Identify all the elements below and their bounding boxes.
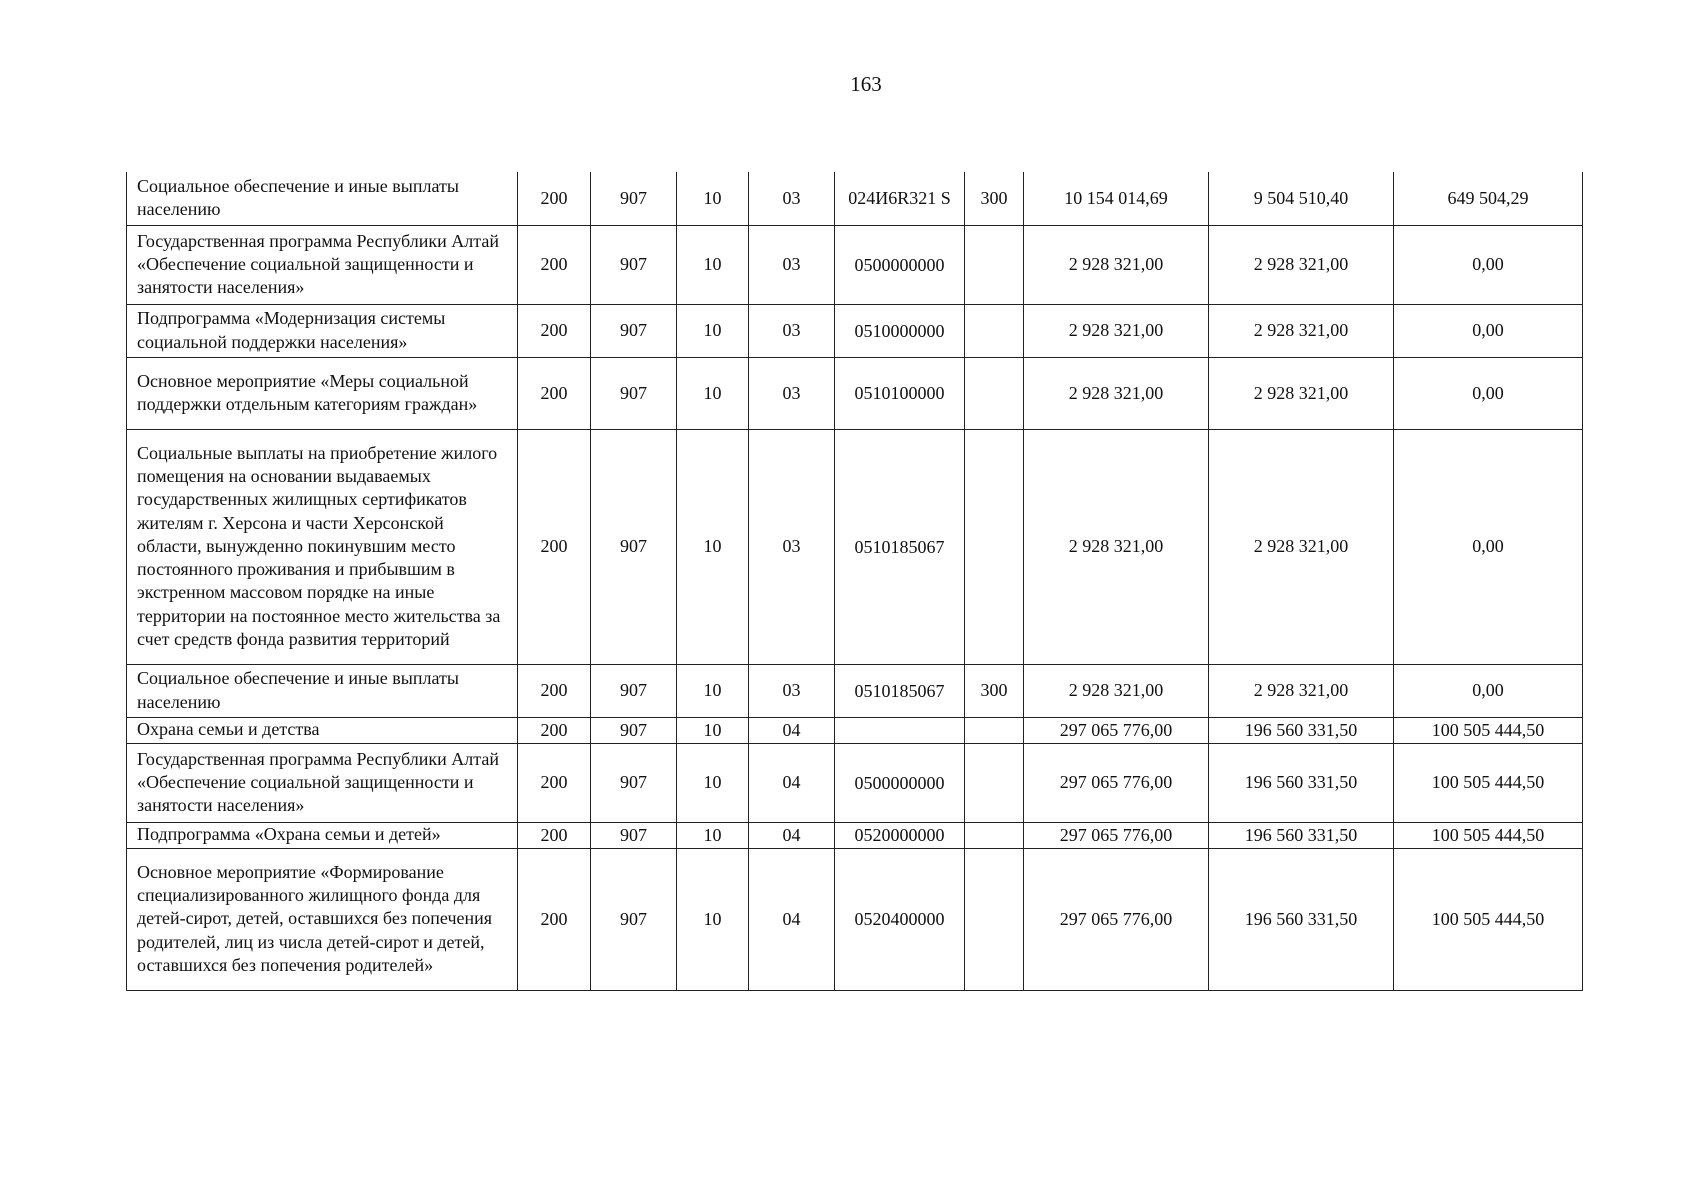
subsection-code: 03: [749, 225, 835, 304]
amount-3: 0,00: [1394, 225, 1583, 304]
page-number: 163: [850, 72, 882, 96]
ministry-code: 907: [591, 357, 677, 429]
section-code: 10: [677, 172, 749, 225]
subsection-code: 03: [749, 664, 835, 717]
row-description: Подпрограмма «Модернизация системы социальной поддержки населения»: [127, 304, 518, 357]
section-code: 10: [677, 225, 749, 304]
section-code: 10: [677, 429, 749, 664]
ministry-code: 907: [591, 822, 677, 848]
amount-total: 297 065 776,00: [1024, 717, 1209, 743]
target-code: 0520400000: [835, 848, 965, 990]
ministry-code: 907: [591, 743, 677, 822]
table-row: [127, 848, 1583, 990]
amount-3: 649 504,29: [1394, 172, 1583, 225]
amount-3: 0,00: [1394, 664, 1583, 717]
subsection-code: 04: [749, 743, 835, 822]
row-description: Государственная программа Республики Алтай «Обеспечение социальной защищенности и занятости населения»: [127, 743, 518, 822]
amount-total: 2 928 321,00: [1024, 357, 1209, 429]
amount-3: 0,00: [1394, 357, 1583, 429]
ministry-code: 907: [591, 717, 677, 743]
row-description: Подпрограмма «Охрана семьи и детей»: [127, 822, 518, 848]
table-row: [127, 822, 1583, 848]
row-description: Государственная программа Республики Алтай «Обеспечение социальной защищенности и занятости населения»: [127, 225, 518, 304]
ministry-code: 907: [591, 172, 677, 225]
ministry-code: 907: [591, 848, 677, 990]
row-description: Основное мероприятие «Формирование специализированного жилищного фонда для детей-сирот, детей, оставшихся без попечения родителей, лиц из числа детей-сирот и детей, оставшихся без попечения родителей»: [127, 848, 518, 990]
section-code: 10: [677, 664, 749, 717]
amount-total: 2 928 321,00: [1024, 429, 1209, 664]
table-row: [127, 664, 1583, 717]
table-row: [127, 429, 1583, 664]
admin-code: 200: [518, 822, 591, 848]
amount-total: 297 065 776,00: [1024, 822, 1209, 848]
amount-2: 196 560 331,50: [1209, 743, 1394, 822]
expense-type-code: [965, 848, 1024, 990]
amount-2: 9 504 510,40: [1209, 172, 1394, 225]
target-code: [835, 717, 965, 743]
admin-code: 200: [518, 717, 591, 743]
target-code: 0500000000: [835, 743, 965, 822]
section-code: 10: [677, 743, 749, 822]
ministry-code: 907: [591, 225, 677, 304]
amount-total: 2 928 321,00: [1024, 304, 1209, 357]
expense-type-code: [965, 717, 1024, 743]
section-code: 10: [677, 304, 749, 357]
amount-total: 2 928 321,00: [1024, 225, 1209, 304]
amount-2: 2 928 321,00: [1209, 304, 1394, 357]
amount-2: 2 928 321,00: [1209, 429, 1394, 664]
amount-3: 0,00: [1394, 429, 1583, 664]
subsection-code: 03: [749, 172, 835, 225]
admin-code: 200: [518, 848, 591, 990]
admin-code: 200: [518, 357, 591, 429]
amount-2: 196 560 331,50: [1209, 717, 1394, 743]
admin-code: 200: [518, 225, 591, 304]
expense-type-code: [965, 743, 1024, 822]
amount-total: 2 928 321,00: [1024, 664, 1209, 717]
amount-2: 2 928 321,00: [1209, 664, 1394, 717]
row-description: Социальные выплаты на приобретение жилого помещения на основании выдаваемых государственных жилищных сертификатов жителям г. Херсона и части Херсонской области, вынужденно покинувшим место постоянного проживания и прибывшим в экстренном массовом порядке на иные территории на постоянное место жительства за счет средств фонда развития территорий: [127, 429, 518, 664]
amount-2: 2 928 321,00: [1209, 357, 1394, 429]
amount-total: 297 065 776,00: [1024, 743, 1209, 822]
amount-total: 297 065 776,00: [1024, 848, 1209, 990]
subsection-code: 03: [749, 429, 835, 664]
amount-3: 100 505 444,50: [1394, 717, 1583, 743]
expense-type-code: [965, 357, 1024, 429]
row-description: Основное мероприятие «Меры социальной поддержки отдельным категориям граждан»: [127, 357, 518, 429]
section-code: 10: [677, 357, 749, 429]
expense-type-code: 300: [965, 664, 1024, 717]
amount-3: 100 505 444,50: [1394, 743, 1583, 822]
section-code: 10: [677, 717, 749, 743]
table-row: [127, 304, 1583, 357]
row-description: Социальное обеспечение и иные выплаты населению: [127, 664, 518, 717]
target-code: 0500000000: [835, 225, 965, 304]
target-code: 0510185067: [835, 664, 965, 717]
target-code: 0510000000: [835, 304, 965, 357]
target-code: 0520000000: [835, 822, 965, 848]
table-row: [127, 357, 1583, 429]
target-code: 024И6R321 S: [835, 172, 965, 225]
table-row: [127, 717, 1583, 743]
amount-2: 2 928 321,00: [1209, 225, 1394, 304]
budget-table: [126, 172, 1583, 991]
subsection-code: 04: [749, 822, 835, 848]
row-description: Социальное обеспечение и иные выплаты населению: [127, 172, 518, 225]
ministry-code: 907: [591, 664, 677, 717]
admin-code: 200: [518, 429, 591, 664]
target-code: 0510185067: [835, 429, 965, 664]
admin-code: 200: [518, 743, 591, 822]
table-row: [127, 225, 1583, 304]
target-code: 0510100000: [835, 357, 965, 429]
table-row: [127, 172, 1583, 225]
subsection-code: 03: [749, 304, 835, 357]
table-row: [127, 743, 1583, 822]
amount-3: 100 505 444,50: [1394, 848, 1583, 990]
admin-code: 200: [518, 304, 591, 357]
ministry-code: 907: [591, 304, 677, 357]
amount-3: 0,00: [1394, 304, 1583, 357]
amount-3: 100 505 444,50: [1394, 822, 1583, 848]
expense-type-code: [965, 429, 1024, 664]
amount-2: 196 560 331,50: [1209, 848, 1394, 990]
subsection-code: 03: [749, 357, 835, 429]
section-code: 10: [677, 822, 749, 848]
subsection-code: 04: [749, 848, 835, 990]
amount-2: 196 560 331,50: [1209, 822, 1394, 848]
expense-type-code: [965, 822, 1024, 848]
admin-code: 200: [518, 664, 591, 717]
expense-type-code: 300: [965, 172, 1024, 225]
expense-type-code: [965, 225, 1024, 304]
amount-total: 10 154 014,69: [1024, 172, 1209, 225]
ministry-code: 907: [591, 429, 677, 664]
expense-type-code: [965, 304, 1024, 357]
subsection-code: 04: [749, 717, 835, 743]
row-description: Охрана семьи и детства: [127, 717, 518, 743]
admin-code: 200: [518, 172, 591, 225]
section-code: 10: [677, 848, 749, 990]
